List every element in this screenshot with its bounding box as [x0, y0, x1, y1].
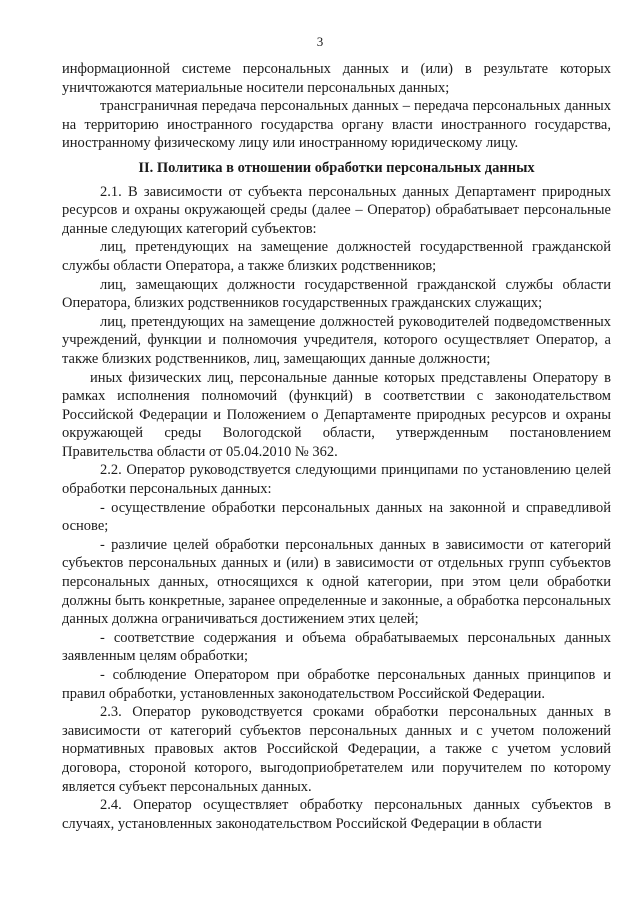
paragraph: трансграничная передача персональных данных – передача персональных данных на территорию иностранного государства органу власти иностранного государства, иностранному физическому лицу или иностранному юридическому лицу. — [62, 98, 611, 152]
list-item: лиц, замещающих должности государственной гражданской службы области Оператора, близких родственников государственных гражданских служащих; — [62, 276, 611, 312]
paragraph: 2.3. Оператор руководствуется сроками обработки персональных данных в зависимости от категорий субъектов персональных данных и с учетом положений нормативных правовых актов Российской Федерации, а также с учетом условий договора, стороной которого, выгодоприобретателем или поручителем по которому является субъект персональных данных. — [62, 704, 611, 795]
list-item: - соответствие содержания и объема обрабатываемых персональных данных заявленным целям обработки; — [62, 629, 611, 665]
page-number: 3 — [316, 34, 324, 49]
section-heading: II. Политика в отношении обработки персональных данных — [138, 159, 535, 176]
list-item: иных физических лиц, персональные данные которых представлены Оператору в рамках исполнения полномочий (функций) в соответствии с законодательством Российской Федерации и Положением о Департаменте природных ресурсов и охраны окружающей среды Вологодской области, утвержденным постановлением Правительства области от 05.04.2010 № 362. — [62, 369, 611, 460]
paragraph: информационной системе персональных данных и (или) в результате которых уничтожаются материальные носители персональных данных; — [62, 61, 611, 96]
list-item: - осуществление обработки персональных данных на законной и справедливой основе; — [62, 499, 611, 535]
list-item: лиц, претендующих на замещение должностей руководителей подведомственных учреждений, функции и полномочия учредителя, которого осуществляет Оператор, а также близких родственников, лиц, замещающих данные должности; — [62, 313, 611, 367]
paragraph: 2.1. В зависимости от субъекта персональных данных Департамент природных ресурсов и охраны окружающей среды (далее – Оператор) обрабатывает персональные данные следующих категорий субъектов: — [62, 183, 611, 237]
list-item: лиц, претендующих на замещение должностей государственной гражданской службы области Оператора, а также близких родственников; — [62, 239, 611, 274]
document-body — [62, 60, 611, 833]
paragraph: 2.4. Оператор осуществляет обработку персональных данных субъектов в случаях, установленных законодательством Российской Федерации в области — [62, 797, 611, 832]
list-item: - различие целей обработки персональных данных в зависимости от категорий субъектов персональных данных и (или) в зависимости от отдельных групп субъектов персональных данных, относящихся к одной категории, при этом цели обработки должны быть конкретные, заранее определенные и законные, а обработка персональных данных должна ограничиваться достижением этих целей; — [62, 536, 611, 628]
paragraph: 2.2. Оператор руководствуется следующими принципами по установлению целей обработки персональных данных: — [62, 462, 611, 498]
list-item: - соблюдение Оператором при обработке персональных данных принципов и правил обработки, установленных законодательством Российской Федерации. — [62, 667, 611, 702]
